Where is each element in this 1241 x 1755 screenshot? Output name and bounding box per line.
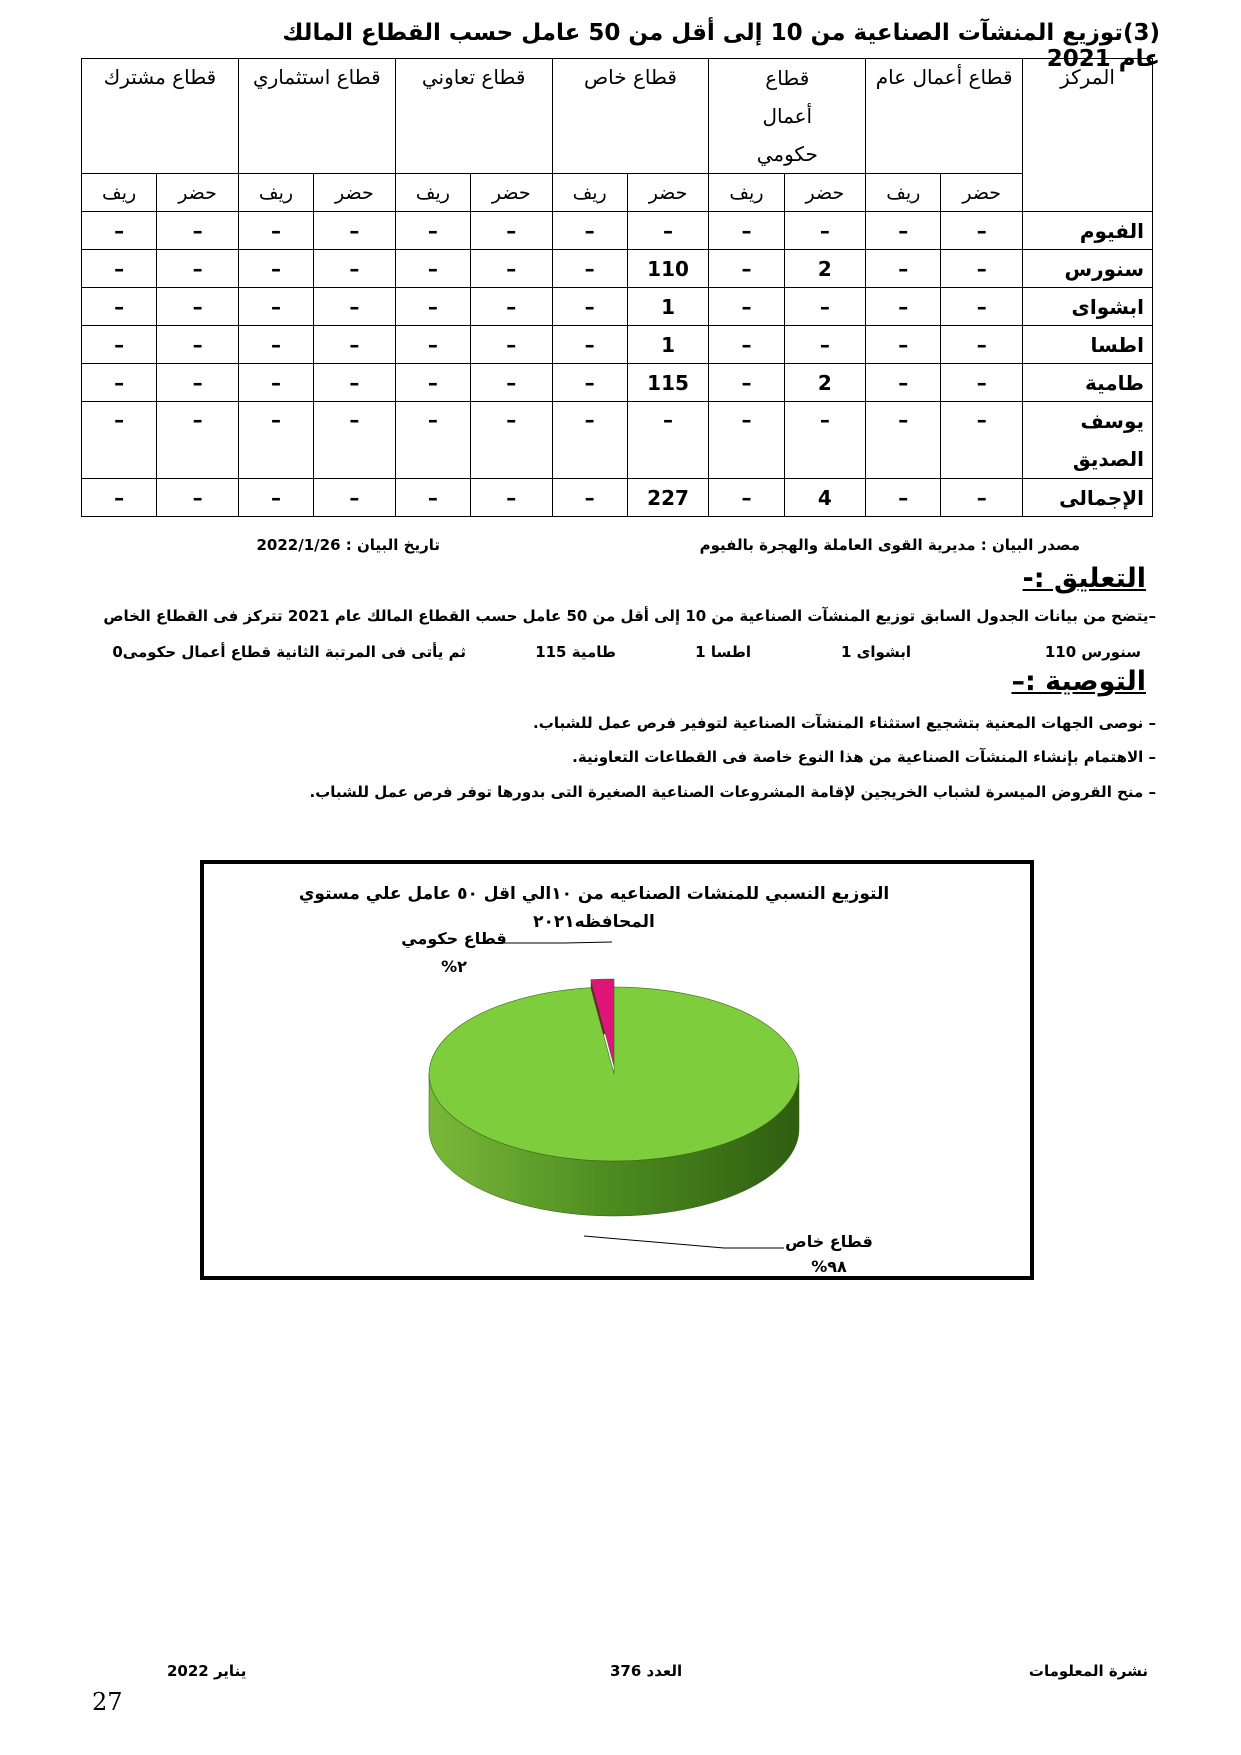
row-center-name: الإجمالى: [1023, 479, 1153, 517]
data-label: ٢%: [441, 957, 467, 976]
table-row: [82, 326, 1153, 364]
urban-header: حضر: [157, 174, 239, 212]
urban-header: حضر: [314, 174, 396, 212]
table-cell: –: [709, 402, 784, 479]
table-cell: –: [314, 402, 396, 479]
comment-item: اطسا 1: [695, 643, 751, 661]
table-cell: –: [941, 250, 1023, 288]
table-cell: –: [157, 479, 239, 517]
table-cell: –: [157, 364, 239, 402]
table-cell: 1: [627, 288, 709, 326]
table-cell: –: [157, 288, 239, 326]
table-cell: –: [82, 402, 157, 479]
table-cell: –: [82, 479, 157, 517]
data-table: [81, 58, 1153, 517]
table-cell: –: [866, 250, 941, 288]
table-cell: –: [552, 212, 627, 250]
table-cell: –: [552, 402, 627, 479]
footer-publication: نشرة المعلومات: [1028, 1662, 1148, 1680]
table-cell: –: [784, 288, 866, 326]
table-cell: –: [395, 326, 470, 364]
table-cell: –: [784, 326, 866, 364]
slice-label: قطاع خاص: [785, 1232, 873, 1251]
table-cell: –: [941, 364, 1023, 402]
table-cell: –: [238, 479, 313, 517]
table-cell: –: [709, 288, 784, 326]
table-cell: –: [866, 288, 941, 326]
table-cell: –: [82, 364, 157, 402]
page-title: (3)توزيع المنشآت الصناعية من 10 إلى أقل من 50 عامل حسب القطاع المالك عام 2021: [282, 20, 1160, 72]
table-cell: –: [941, 326, 1023, 364]
table-cell: –: [784, 402, 866, 479]
table-cell: –: [627, 402, 709, 479]
table-cell: 227: [627, 479, 709, 517]
table-cell: –: [395, 250, 470, 288]
table-cell: –: [157, 212, 239, 250]
row-center-name: الفيوم: [1023, 212, 1153, 250]
table-row: [82, 212, 1153, 250]
table-cell: –: [395, 479, 470, 517]
table-cell: –: [941, 402, 1023, 479]
row-center-name: يوسف الصديق: [1023, 402, 1153, 479]
table-cell: –: [314, 326, 396, 364]
table-cell: –: [709, 326, 784, 364]
row-center-name: ابشواى: [1023, 288, 1153, 326]
table-cell: –: [314, 250, 396, 288]
row-center-name: سنورس: [1023, 250, 1153, 288]
table-cell: –: [866, 326, 941, 364]
table-cell: 115: [627, 364, 709, 402]
table-cell: –: [941, 212, 1023, 250]
rural-header: ريف: [866, 174, 941, 212]
table-cell: –: [157, 326, 239, 364]
table-cell: –: [866, 479, 941, 517]
table-row: [82, 479, 1153, 517]
table-cell: –: [552, 479, 627, 517]
table-cell: –: [395, 288, 470, 326]
table-cell: –: [157, 250, 239, 288]
footer-date: يناير 2022: [167, 1662, 247, 1680]
table-cell: –: [709, 212, 784, 250]
comment-item: سنورس 110: [1044, 643, 1141, 661]
sector-header: قطاع أعمال حكومي: [709, 59, 866, 174]
table-row: [82, 364, 1153, 402]
chart-title: التوزيع النسبي للمنشات الصناعيه من ١٠الي اقل ٥٠ عامل علي مستوي المحافظه٢٠٢١: [298, 884, 890, 932]
table-cell: –: [627, 212, 709, 250]
sector-header: قطاع مشترك: [82, 59, 239, 174]
table-cell: –: [470, 479, 552, 517]
comment-item: ثم يأتى فى المرتبة الثانية قطاع أعمال حكومى0: [112, 643, 466, 661]
table-cell: –: [784, 212, 866, 250]
leader-line: [494, 942, 612, 943]
table-cell: 1: [627, 326, 709, 364]
table-cell: –: [709, 250, 784, 288]
table-cell: –: [941, 288, 1023, 326]
table-cell: 2: [784, 364, 866, 402]
table-cell: –: [238, 250, 313, 288]
table-cell: –: [238, 402, 313, 479]
table-cell: 4: [784, 479, 866, 517]
table-cell: –: [395, 212, 470, 250]
rural-header: ريف: [709, 174, 784, 212]
sector-header: قطاع خاص: [552, 59, 709, 174]
data-source: مصدر البيان : مديرية القوى العاملة والهجرة بالفيوم: [699, 536, 1080, 554]
urban-header: حضر: [470, 174, 552, 212]
table-cell: –: [470, 212, 552, 250]
sector-header: قطاع تعاوني: [395, 59, 552, 174]
rural-header: ريف: [552, 174, 627, 212]
row-center-name: طامية: [1023, 364, 1153, 402]
comment-item: ابشواى 1: [841, 643, 911, 661]
table-cell: –: [866, 364, 941, 402]
table-cell: –: [470, 250, 552, 288]
table-cell: –: [314, 479, 396, 517]
table-cell: –: [82, 288, 157, 326]
table-cell: –: [470, 402, 552, 479]
table-cell: –: [82, 250, 157, 288]
rural-header: ريف: [238, 174, 313, 212]
table-cell: –: [314, 212, 396, 250]
table-cell: –: [709, 479, 784, 517]
pie-slice: [429, 987, 799, 1161]
recommendation-heading: التوصية :–: [1011, 666, 1146, 697]
table-cell: –: [552, 288, 627, 326]
table-cell: –: [552, 326, 627, 364]
sector-header: قطاع أعمال عام: [866, 59, 1023, 174]
urban-header: حضر: [784, 174, 866, 212]
recommendation-item: – نوصى الجهات المعنية بتشجيع استثناء المنشآت الصناعية لتوفير فرص عمل للشباب.: [533, 714, 1156, 732]
table-cell: –: [941, 479, 1023, 517]
slice-label: قطاع حكومي: [401, 929, 507, 948]
table-cell: –: [552, 250, 627, 288]
table-cell: 2: [784, 250, 866, 288]
pie-chart: [204, 864, 1030, 1276]
recommendation-item: – الاهتمام بإنشاء المنشآت الصناعية من هذا النوع خاصة فى القطاعات التعاونية.: [572, 748, 1156, 766]
table-cell: –: [157, 402, 239, 479]
table-cell: –: [709, 364, 784, 402]
table-cell: –: [395, 402, 470, 479]
table-cell: –: [552, 364, 627, 402]
comment-line: –يتضح من بيانات الجدول السابق توزيع المنشآت الصناعية من 10 إلى أقل من 50 عامل حسب القطاع المالك عام 2021 تتركز فى القطاع الخاص: [103, 607, 1156, 625]
table-cell: –: [238, 364, 313, 402]
table-cell: –: [314, 288, 396, 326]
data-date: تاريخ البيان : 2022/1/26: [256, 536, 440, 554]
comment-heading: التعليق :-: [1022, 563, 1146, 594]
table-row: [82, 288, 1153, 326]
pie-chart-frame: [200, 860, 1034, 1280]
data-label: ٩٨%: [811, 1257, 847, 1276]
table-cell: –: [470, 364, 552, 402]
table-row: [82, 250, 1153, 288]
table-cell: –: [82, 326, 157, 364]
comment-item: طامية 115: [535, 643, 616, 661]
table-cell: –: [314, 364, 396, 402]
rural-header: ريف: [395, 174, 470, 212]
table-cell: –: [866, 212, 941, 250]
center-header: المركز: [1023, 59, 1153, 212]
urban-header: حضر: [627, 174, 709, 212]
table-cell: –: [866, 402, 941, 479]
table-cell: –: [470, 326, 552, 364]
table-cell: –: [238, 326, 313, 364]
page-number: 27: [92, 1688, 123, 1716]
sector-header: قطاع استثماري: [238, 59, 395, 174]
table-cell: –: [470, 288, 552, 326]
rural-header: ريف: [82, 174, 157, 212]
table-cell: –: [238, 288, 313, 326]
table-row: [82, 402, 1153, 479]
urban-header: حضر: [941, 174, 1023, 212]
table-cell: 110: [627, 250, 709, 288]
leader-line: [584, 1236, 784, 1248]
footer-issue: العدد 376: [610, 1662, 683, 1680]
row-center-name: اطسا: [1023, 326, 1153, 364]
recommendation-item: – منح القروض الميسرة لشباب الخريجين لإقامة المشروعات الصناعية الصغيرة التى بدورها توفر فرص عمل للشباب.: [309, 783, 1156, 801]
table-cell: –: [238, 212, 313, 250]
table-cell: –: [395, 364, 470, 402]
table-cell: –: [82, 212, 157, 250]
